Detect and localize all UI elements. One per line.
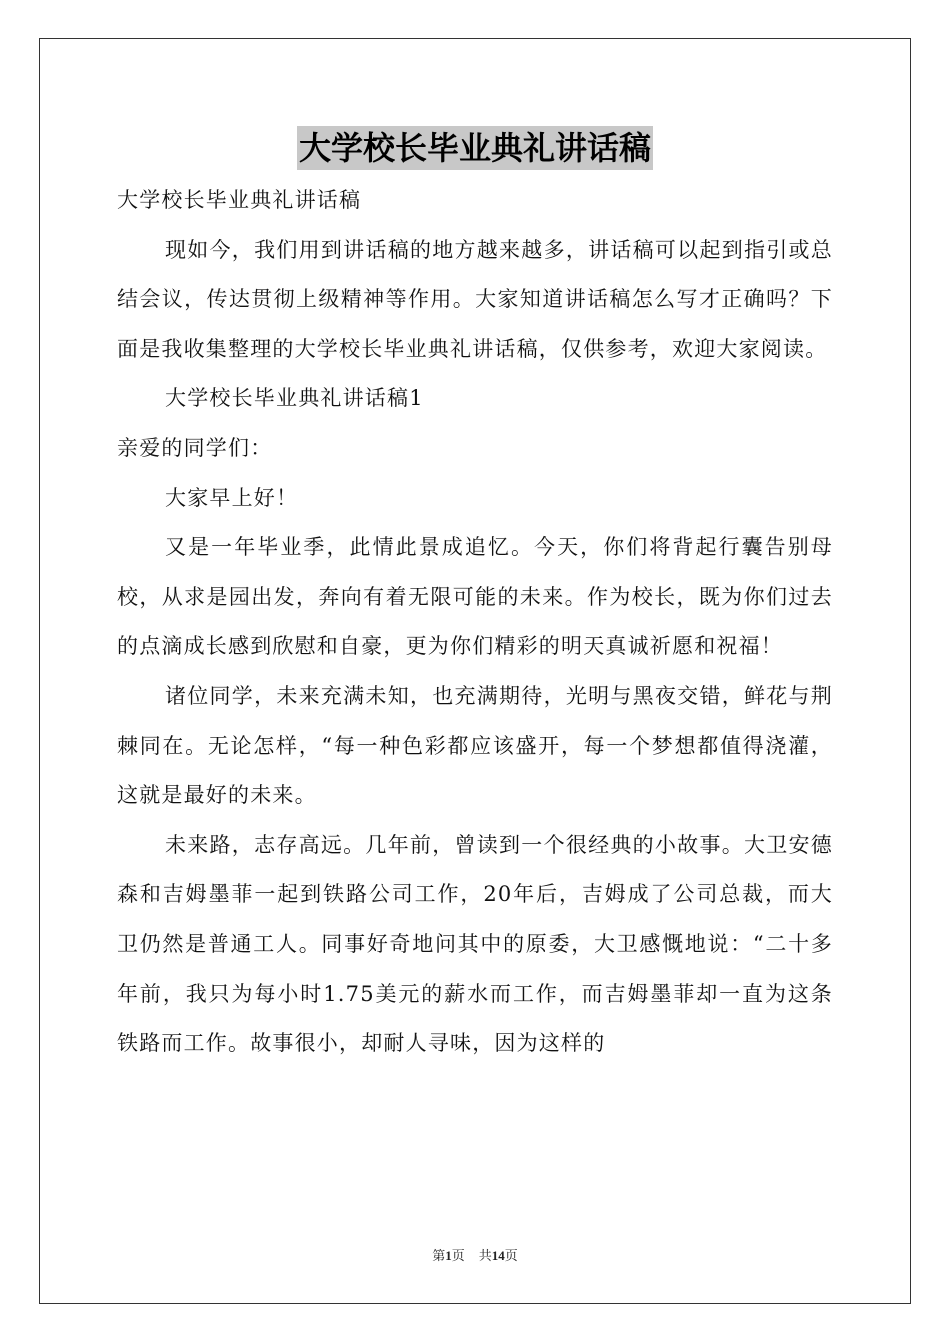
body-paragraph: 大学校长毕业典礼讲话稿1 bbox=[165, 386, 424, 411]
page-prefix: 第 bbox=[432, 1248, 446, 1263]
document-title: 大学校长毕业典礼讲话稿 bbox=[297, 126, 653, 170]
document-body bbox=[117, 176, 833, 1069]
body-paragraph: 大家早上好！ bbox=[165, 485, 299, 510]
body-paragraph: 亲爱的同学们： bbox=[117, 435, 273, 460]
body-paragraph: 现如今，我们用到讲话稿的地方越来越多，讲话稿可以起到指引或总结会议，传达贯彻上级精神等作用。大家知道讲话稿怎么写才正确吗？下面是我收集整理的大学校长毕业典礼讲话稿，仅供参考，欢迎大家阅读。 bbox=[117, 237, 833, 361]
body-paragraph: 大学校长毕业典礼讲话稿 bbox=[117, 188, 362, 212]
total-pages: 14 bbox=[491, 1248, 505, 1263]
title-container bbox=[0, 126, 950, 170]
body-paragraph: 又是一年毕业季，此情此景成追忆。今天，你们将背起行囊告别母校，从求是园出发，奔向有着无限可能的未来。作为校长，既为你们过去的点滴成长感到欣慰和自豪，更为你们精彩的明天真诚祈愿和祝福！ bbox=[117, 535, 833, 659]
body-paragraph: 未来路，志存高远。几年前，曾读到一个很经典的小故事。大卫安德森和吉姆墨菲一起到铁路公司工作，20年后，吉姆成了公司总裁，而大卫仍然是普通工人。同事好奇地问其中的原委，大卫感慨地说：“二十多年前，我只为每小时1.75美元的薪水而工作，而吉姆墨菲却一直为这条铁路而工作。故事很小，却耐人寻味，因为这样的 bbox=[117, 832, 833, 1056]
total-prefix: 共 bbox=[478, 1248, 492, 1263]
total-suffix: 页 bbox=[504, 1248, 518, 1263]
page-number: 1 bbox=[445, 1248, 452, 1263]
body-paragraph: 诸位同学，未来充满未知，也充满期待，光明与黑夜交错，鲜花与荆棘同在。无论怎样，“每一种色彩都应该盛开，每一个梦想都值得浇灌，这就是最好的未来。 bbox=[117, 683, 833, 808]
page-footer bbox=[0, 1247, 950, 1265]
page-suffix: 页 bbox=[451, 1248, 465, 1263]
